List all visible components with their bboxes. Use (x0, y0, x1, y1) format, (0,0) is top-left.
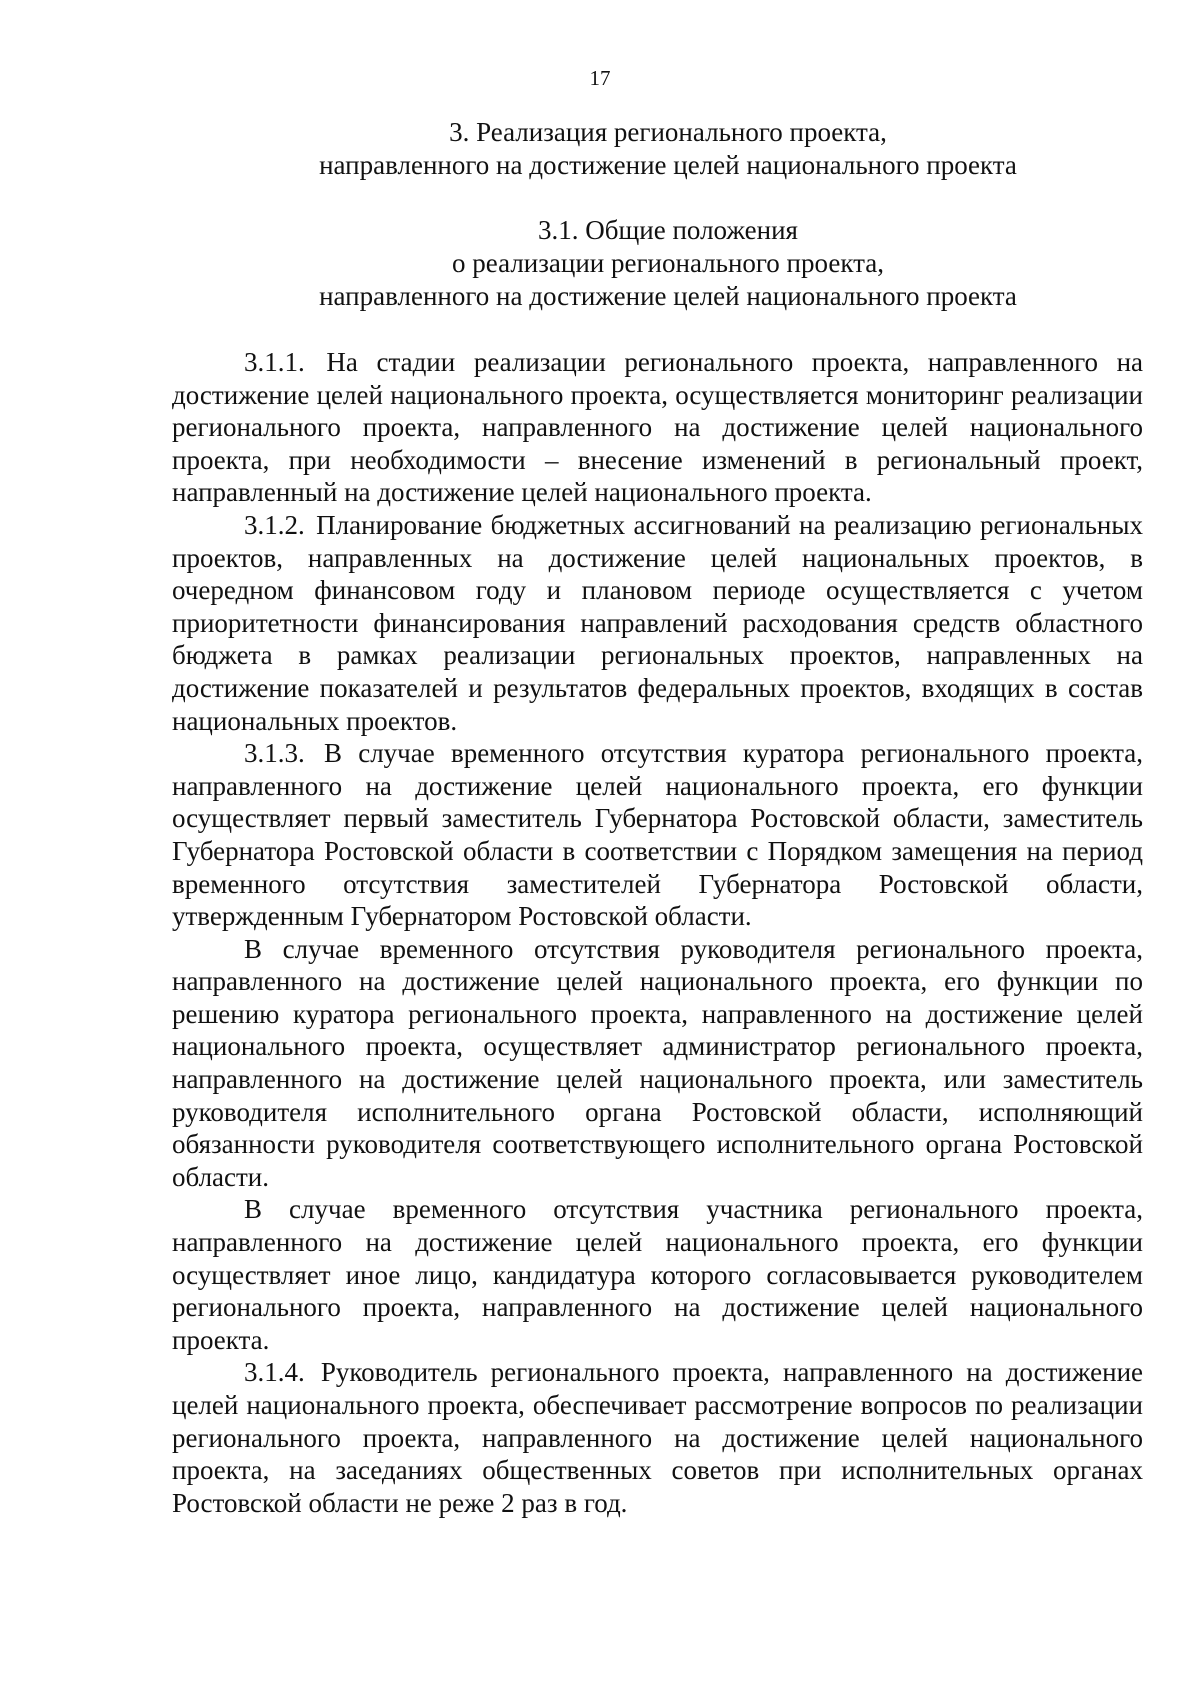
paragraph-text: В случае временного отсутствия руководителя регионального проекта, направленного на достижение целей национального проекта, его функции по решению куратора регионального проекта, направленного на достижение целей национального проекта, осуществляет администратор регионального проекта, направленного на достижение целей национального проекта, или заместитель руководителя исполнительного органа Ростовской области, исполняющий обязанности руководителя соответствующего исполнительного органа Ростовской области. (172, 933, 1143, 1192)
paragraph-text: В случае временного отсутствия участника регионального проекта, направленного на достижение целей национального проекта, его функции осуществляет иное лицо, кандидатура которого согласовывается руководителем регионального проекта, направленного на достижение целей национального проекта. (172, 1194, 1143, 1355)
paragraph-number: 3.1.4. (244, 1357, 305, 1388)
paragraph-text: На стадии реализации регионального проекта, направленного на достижение целей национального проекта, осуществляется мониторинг реализации регионального проекта, направленного на достижение целей национального проекта, при необходимости – внесение изменений в региональный проект, направленный на достижение целей национального проекта. (172, 347, 1144, 508)
paragraph-3-1-1 (172, 346, 1143, 509)
paragraph-number: 3.1.1. (244, 347, 305, 377)
subsection-heading-line: о реализации регионального проекта, (452, 248, 884, 278)
paragraph-text: В случае временного отсутствия куратора регионального проекта, направленного на достижение целей национального проекта, его функции осуществляет первый заместитель Губернатора Ростовской области, заместитель Губернатора Ростовской области в соответствии с Порядком замещения на период временного отсутствия заместителей Губернатора Ростовской области, утвержденным Губернатором Ростовской области. (172, 738, 1144, 932)
subsection-heading-line: 3.1. Общие положения (538, 215, 798, 245)
subsection-heading (68, 214, 1200, 313)
paragraph-3-1-2 (172, 509, 1143, 737)
paragraph-text: Руководитель регионального проекта, направленного на достижение целей национального проекта, обеспечивает рассмотрение вопросов по реализации регионального проекта, направленного на достижение целей национального проекта, на заседаниях общественных советов при исполнительных органах Ростовской области не реже 2 раз в год. (172, 1357, 1143, 1518)
section-heading-line: направленного на достижение целей национального проекта (319, 150, 1017, 180)
paragraph-head-absence (172, 933, 1143, 1194)
section-heading (68, 116, 1200, 182)
paragraph-text: Планирование бюджетных ассигнований на реализацию региональных проектов, направленных на достижение целей национальных проектов, в очередном финансовом году и плановом периоде осуществляется с учетом приоритетности финансирования направлений расходования средств областного бюджета в рамках реализации региональных проектов, направленных на достижение показателей и результатов федеральных проектов, входящих в состав национальных проектов. (172, 509, 1144, 736)
paragraph-3-1-3 (172, 737, 1143, 933)
page-number: 17 (589, 66, 611, 90)
document-body (172, 346, 1143, 1519)
paragraph-number: 3.1.3. (244, 738, 305, 769)
paragraph-3-1-4 (172, 1356, 1143, 1519)
section-heading-line: 3. Реализация регионального проекта, (449, 117, 887, 147)
paragraph-number: 3.1.2. (244, 509, 305, 540)
subsection-heading-line: направленного на достижение целей национального проекта (319, 281, 1017, 311)
paragraph-participant-absence (172, 1193, 1143, 1356)
